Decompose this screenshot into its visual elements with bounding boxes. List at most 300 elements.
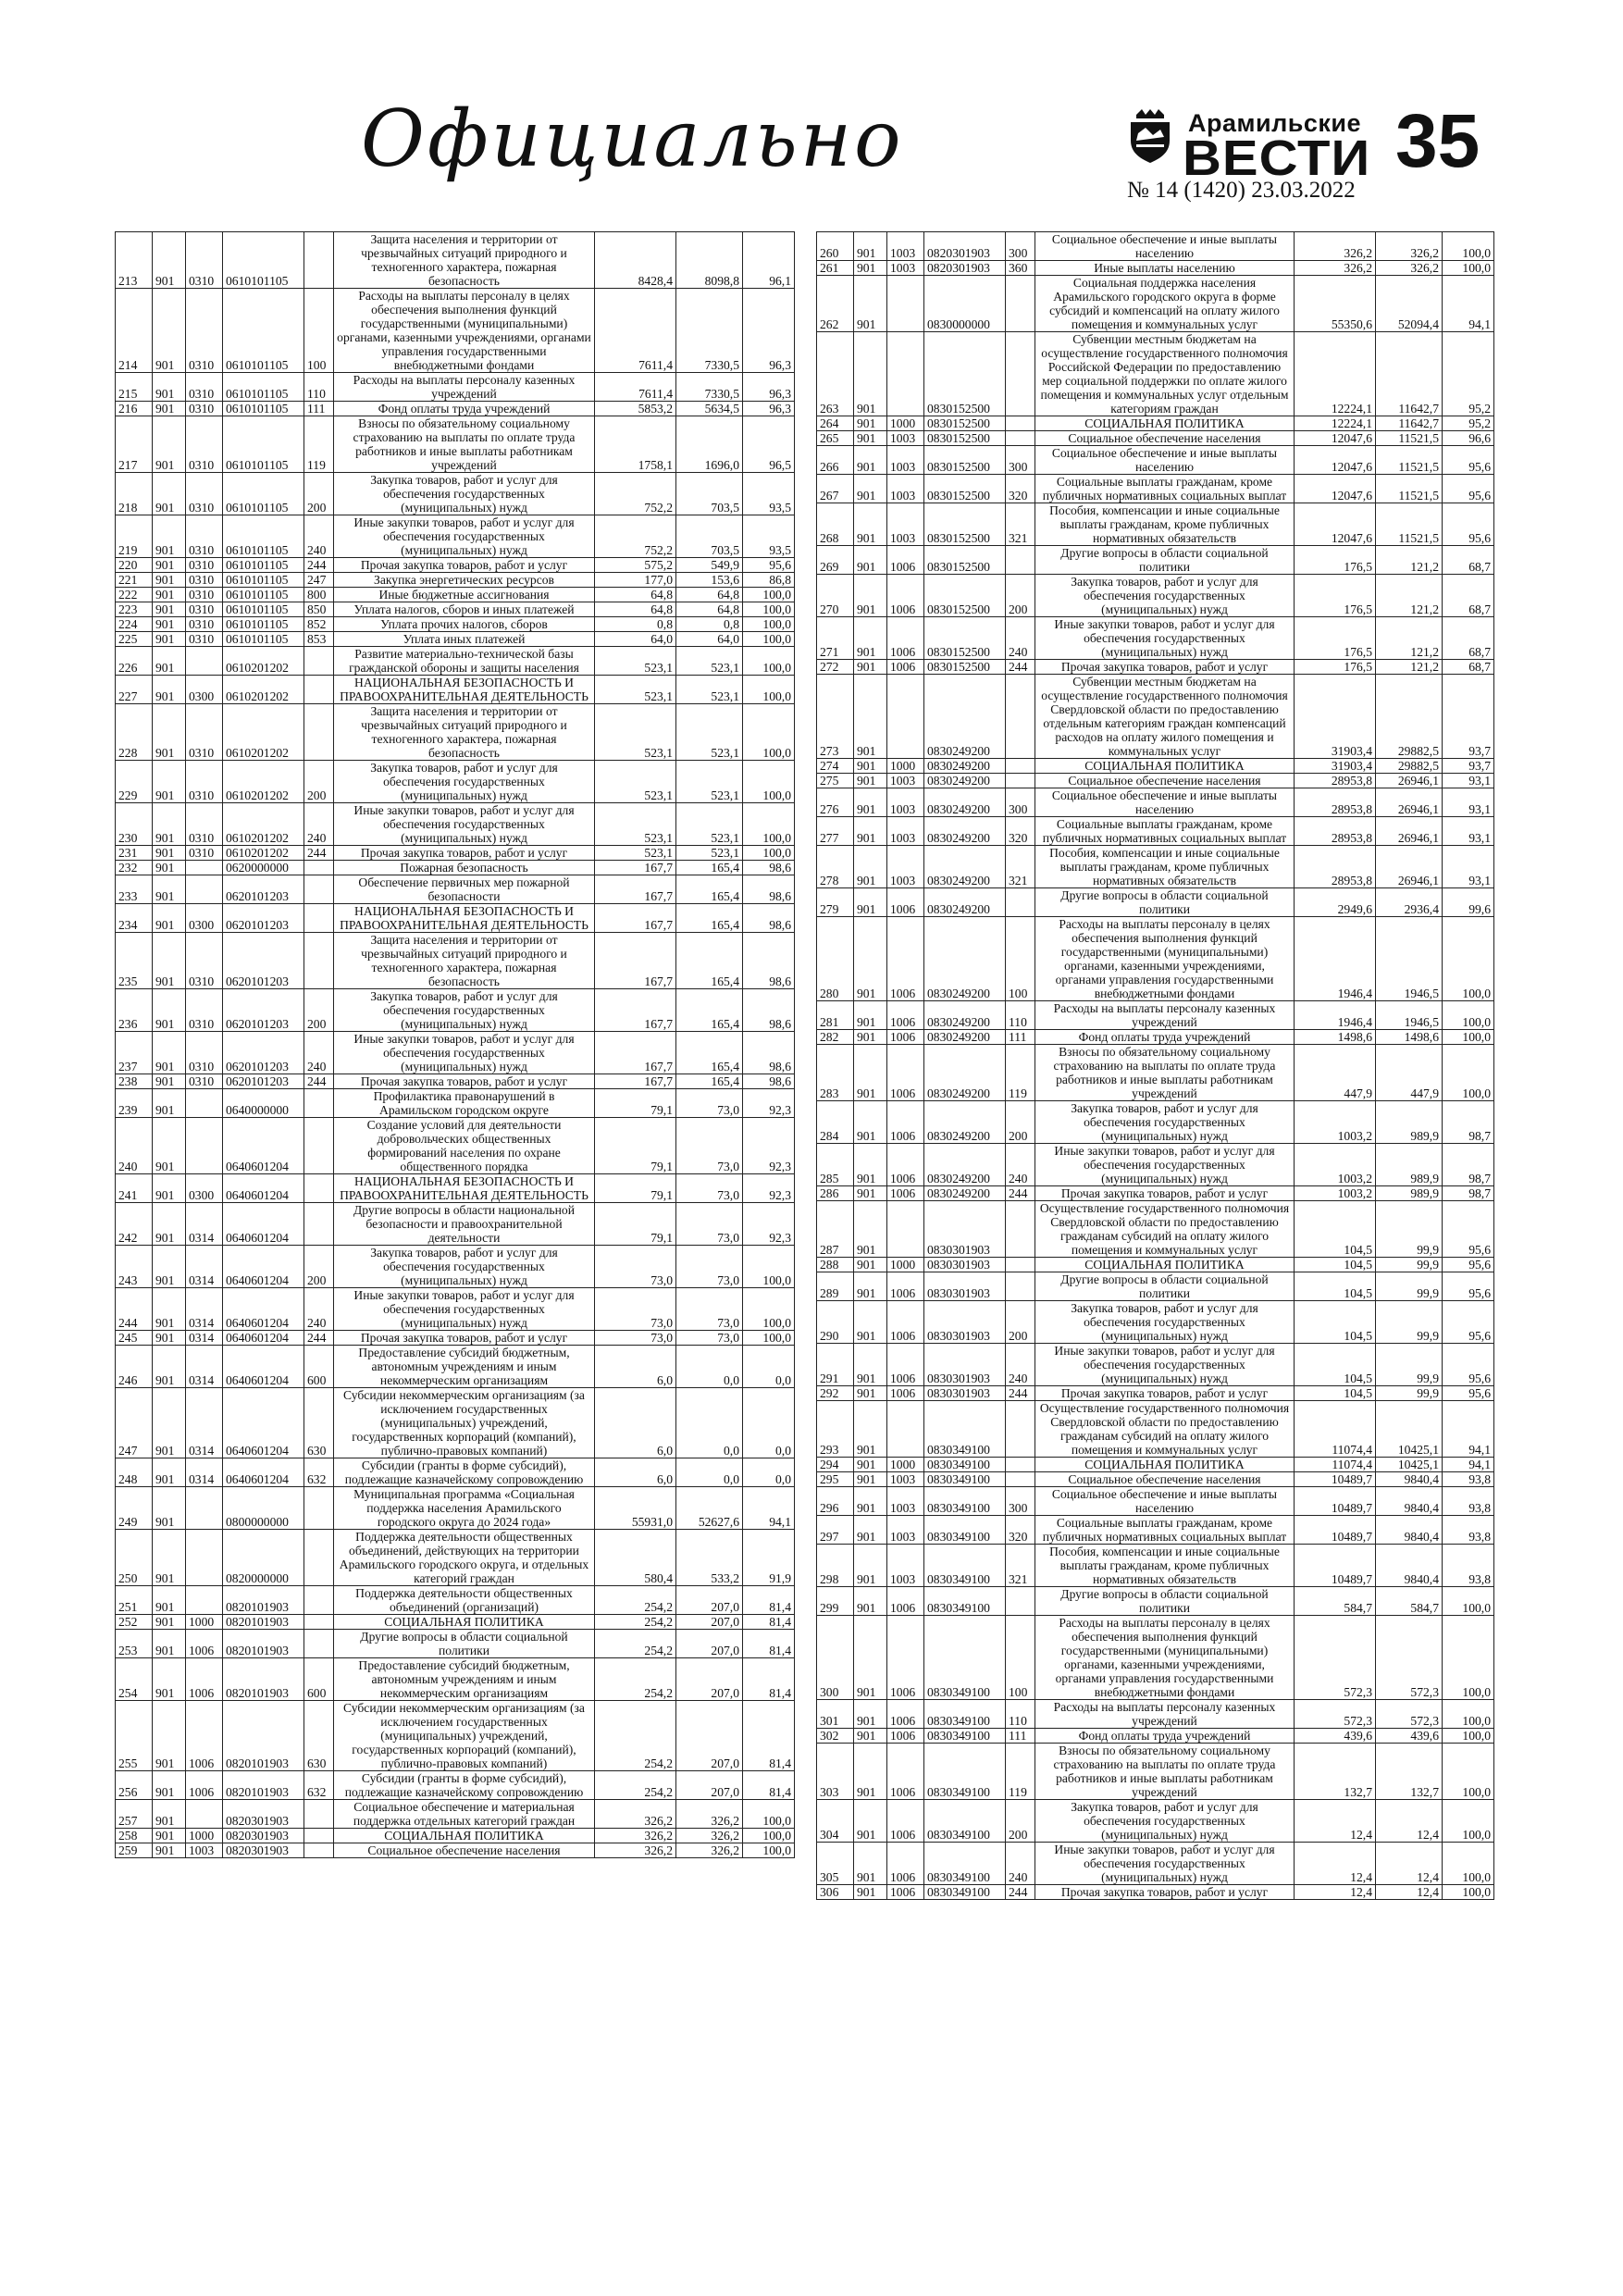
percent: 100,0 <box>743 1829 795 1843</box>
section-code: 0310 <box>186 373 223 402</box>
planned-amount: 55350,6 <box>1295 276 1376 332</box>
item-name: Другие вопросы в области социальной политики <box>1035 1587 1295 1616</box>
target-code: 0640601204 <box>223 1118 304 1174</box>
admin-code: 901 <box>854 431 887 446</box>
target-code: 0640601204 <box>223 1388 304 1458</box>
percent: 100,0 <box>1443 1800 1494 1843</box>
table-row <box>817 846 1494 888</box>
item-name: Профилактика правонарушений в Арамильском городском округе <box>334 1089 595 1118</box>
table-row <box>116 473 795 515</box>
expense-type: 111 <box>1006 1030 1035 1045</box>
planned-amount: 523,1 <box>595 803 676 846</box>
row-number: 222 <box>116 588 153 602</box>
actual-amount: 447,9 <box>1376 1045 1443 1101</box>
target-code: 0830349100 <box>924 1843 1006 1885</box>
actual-amount: 523,1 <box>676 704 743 761</box>
percent: 100,0 <box>1443 1587 1494 1616</box>
section-code: 1003 <box>887 1487 924 1516</box>
item-name: Закупка товаров, работ и услуг для обеспечения государственных (муниципальных) нужд <box>334 761 595 803</box>
target-code: 0610101105 <box>223 473 304 515</box>
target-code: 0610201202 <box>223 647 304 676</box>
percent: 100,0 <box>743 588 795 602</box>
target-code: 0820101903 <box>223 1630 304 1658</box>
target-code: 0640601204 <box>223 1203 304 1246</box>
table-row <box>116 617 795 632</box>
actual-amount: 52094,4 <box>1376 276 1443 332</box>
expense-type: 850 <box>304 602 334 617</box>
item-name: Иные закупки товаров, работ и услуг для обеспечения государственных (муниципальных) нужд <box>334 1032 595 1074</box>
actual-amount: 121,2 <box>1376 660 1443 675</box>
admin-code: 901 <box>153 861 186 875</box>
planned-amount: 254,2 <box>595 1630 676 1658</box>
actual-amount: 9840,4 <box>1376 1472 1443 1487</box>
planned-amount: 580,4 <box>595 1530 676 1586</box>
expense-type: 119 <box>1006 1744 1035 1800</box>
row-number: 267 <box>817 475 854 503</box>
section-code: 1003 <box>887 817 924 846</box>
percent: 100,0 <box>743 647 795 676</box>
table-row <box>817 261 1494 276</box>
table-row <box>116 632 795 647</box>
planned-amount: 326,2 <box>595 1829 676 1843</box>
item-name: Прочая закупка товаров, работ и услуг <box>1035 660 1295 675</box>
section-code: 1003 <box>887 788 924 817</box>
actual-amount: 73,0 <box>676 1288 743 1331</box>
admin-code: 901 <box>153 1487 186 1530</box>
expense-type <box>1006 1587 1035 1616</box>
planned-amount: 176,5 <box>1295 617 1376 660</box>
section-code: 1003 <box>887 846 924 888</box>
admin-code: 901 <box>854 1700 887 1729</box>
table-row <box>116 1203 795 1246</box>
target-code: 0830349100 <box>924 1729 1006 1744</box>
table-row <box>116 1331 795 1346</box>
row-number: 217 <box>116 416 153 473</box>
planned-amount: 10489,7 <box>1295 1487 1376 1516</box>
expense-type: 100 <box>1006 1616 1035 1700</box>
target-code: 0610101105 <box>223 232 304 289</box>
admin-code: 901 <box>854 888 887 917</box>
row-number: 220 <box>116 558 153 573</box>
expense-type: 600 <box>304 1658 334 1701</box>
admin-code: 901 <box>153 803 186 846</box>
admin-code: 901 <box>153 704 186 761</box>
percent: 98,7 <box>1443 1186 1494 1201</box>
planned-amount: 523,1 <box>595 846 676 861</box>
item-name: Фонд оплаты труда учреждений <box>1035 1030 1295 1045</box>
target-code: 0830152500 <box>924 546 1006 575</box>
item-name: Защита населения и территории от чрезвычайных ситуаций природного и техногенного характера, пожарная безопасность <box>334 933 595 989</box>
target-code: 0830301903 <box>924 1301 1006 1344</box>
admin-code: 901 <box>854 1301 887 1344</box>
actual-amount: 52627,6 <box>676 1487 743 1530</box>
percent: 93,7 <box>1443 675 1494 759</box>
target-code: 0830349100 <box>924 1487 1006 1516</box>
section-code: 1003 <box>887 1472 924 1487</box>
percent: 98,7 <box>1443 1101 1494 1144</box>
item-name: Социальные выплаты гражданам, кроме публичных нормативных социальных выплат <box>1035 817 1295 846</box>
section-code: 1003 <box>186 1843 223 1858</box>
percent: 100,0 <box>743 761 795 803</box>
row-number: 301 <box>817 1700 854 1729</box>
target-code: 0620101203 <box>223 933 304 989</box>
admin-code: 901 <box>153 1032 186 1074</box>
actual-amount: 5634,5 <box>676 402 743 416</box>
admin-code: 901 <box>153 846 186 861</box>
planned-amount: 10489,7 <box>1295 1545 1376 1587</box>
section-code <box>887 1401 924 1458</box>
item-name: Расходы на выплаты персоналу казенных учреждений <box>1035 1001 1295 1030</box>
target-code: 0830249200 <box>924 846 1006 888</box>
section-code: 0310 <box>186 846 223 861</box>
percent: 100,0 <box>1443 917 1494 1001</box>
actual-amount: 326,2 <box>1376 232 1443 261</box>
item-name: Социальная поддержка населения Арамильского городского округа в форме субсидий и компенсаций на оплату жилого помещения и коммунальных услуг <box>1035 276 1295 332</box>
row-number: 259 <box>116 1843 153 1858</box>
item-name: Прочая закупка товаров, работ и услуг <box>334 1331 595 1346</box>
item-name: Уплата налогов, сборов и иных платежей <box>334 602 595 617</box>
percent: 100,0 <box>1443 232 1494 261</box>
expense-type <box>1006 1272 1035 1301</box>
percent: 94,1 <box>1443 1458 1494 1472</box>
expense-type <box>1006 1458 1035 1472</box>
row-number: 247 <box>116 1388 153 1458</box>
expense-type: 111 <box>1006 1729 1035 1744</box>
item-name: Прочая закупка товаров, работ и услуг <box>1035 1386 1295 1401</box>
actual-amount: 0,8 <box>676 617 743 632</box>
target-code: 0640601204 <box>223 1288 304 1331</box>
actual-amount: 99,9 <box>1376 1272 1443 1301</box>
target-code: 0830301903 <box>924 1201 1006 1258</box>
item-name: Социальное обеспечение населения <box>1035 1472 1295 1487</box>
section-code: 1006 <box>887 1744 924 1800</box>
planned-amount: 572,3 <box>1295 1700 1376 1729</box>
row-number: 280 <box>817 917 854 1001</box>
actual-amount: 207,0 <box>676 1658 743 1701</box>
section-code: 0310 <box>186 761 223 803</box>
page-number: 35 <box>1395 99 1481 183</box>
table-row <box>116 1701 795 1771</box>
table-row <box>817 774 1494 788</box>
planned-amount: 1498,6 <box>1295 1030 1376 1045</box>
target-code: 0830301903 <box>924 1386 1006 1401</box>
admin-code: 901 <box>854 1472 887 1487</box>
planned-amount: 167,7 <box>595 904 676 933</box>
item-name: Другие вопросы в области социальной политики <box>334 1630 595 1658</box>
table-row <box>817 332 1494 416</box>
expense-type <box>304 676 334 704</box>
expense-type: 244 <box>304 1074 334 1089</box>
expense-type: 200 <box>304 1246 334 1288</box>
table-row <box>817 503 1494 546</box>
expense-type <box>304 1800 334 1829</box>
row-number: 248 <box>116 1458 153 1487</box>
table-row <box>817 1272 1494 1301</box>
actual-amount: 26946,1 <box>1376 817 1443 846</box>
issue-number: № 14 (1420) 23.03.2022 <box>1127 178 1356 203</box>
actual-amount: 572,3 <box>1376 1700 1443 1729</box>
percent: 100,0 <box>1443 1729 1494 1744</box>
percent: 100,0 <box>1443 1744 1494 1800</box>
target-code: 0830152500 <box>924 446 1006 475</box>
planned-amount: 523,1 <box>595 676 676 704</box>
percent: 95,2 <box>1443 416 1494 431</box>
item-name: Субсидии (гранты в форме субсидий), подлежащие казначейскому сопровождению <box>334 1458 595 1487</box>
target-code: 0830249200 <box>924 817 1006 846</box>
actual-amount: 207,0 <box>676 1701 743 1771</box>
item-name: Социальное обеспечение и материальная поддержка отдельных категорий граждан <box>334 1800 595 1829</box>
planned-amount: 575,2 <box>595 558 676 573</box>
table-row <box>817 675 1494 759</box>
actual-amount: 0,0 <box>676 1388 743 1458</box>
row-number: 300 <box>817 1616 854 1700</box>
planned-amount: 73,0 <box>595 1288 676 1331</box>
actual-amount: 326,2 <box>676 1843 743 1858</box>
table-row <box>817 660 1494 675</box>
section-code: 0310 <box>186 402 223 416</box>
row-number: 216 <box>116 402 153 416</box>
planned-amount: 177,0 <box>595 573 676 588</box>
actual-amount: 73,0 <box>676 1203 743 1246</box>
section-code: 1003 <box>887 1545 924 1587</box>
target-code: 0830152500 <box>924 431 1006 446</box>
target-code: 0610101105 <box>223 558 304 573</box>
planned-amount: 0,8 <box>595 617 676 632</box>
actual-amount: 523,1 <box>676 676 743 704</box>
actual-amount: 9840,4 <box>1376 1545 1443 1587</box>
percent: 92,3 <box>743 1203 795 1246</box>
target-code: 0830152500 <box>924 332 1006 416</box>
item-name: Иные закупки товаров, работ и услуг для обеспечения государственных (муниципальных) нужд <box>334 1288 595 1331</box>
item-name: Закупка товаров, работ и услуг для обеспечения государственных (муниципальных) нужд <box>1035 575 1295 617</box>
row-number: 292 <box>817 1386 854 1401</box>
actual-amount: 9840,4 <box>1376 1487 1443 1516</box>
row-number: 241 <box>116 1174 153 1203</box>
percent: 98,6 <box>743 1032 795 1074</box>
section-code: 1006 <box>887 617 924 660</box>
planned-amount: 176,5 <box>1295 575 1376 617</box>
actual-amount: 29882,5 <box>1376 759 1443 774</box>
percent: 100,0 <box>1443 1885 1494 1900</box>
percent: 100,0 <box>743 632 795 647</box>
expense-type <box>304 1615 334 1630</box>
admin-code: 901 <box>153 558 186 573</box>
table-row <box>116 1288 795 1331</box>
planned-amount: 79,1 <box>595 1089 676 1118</box>
actual-amount: 165,4 <box>676 989 743 1032</box>
section-code: 1006 <box>887 917 924 1001</box>
section-code: 1003 <box>887 503 924 546</box>
target-code: 0830249200 <box>924 888 1006 917</box>
row-number: 262 <box>817 276 854 332</box>
actual-amount: 1498,6 <box>1376 1030 1443 1045</box>
admin-code: 901 <box>854 416 887 431</box>
expense-type: 200 <box>1006 1301 1035 1344</box>
expense-type: 321 <box>1006 846 1035 888</box>
target-code: 0830301903 <box>924 1344 1006 1386</box>
percent: 100,0 <box>743 1288 795 1331</box>
admin-code: 901 <box>854 1729 887 1744</box>
expense-type: 100 <box>304 289 334 373</box>
actual-amount: 121,2 <box>1376 617 1443 660</box>
admin-code: 901 <box>153 875 186 904</box>
expense-type: 240 <box>1006 1344 1035 1386</box>
admin-code: 901 <box>153 1829 186 1843</box>
table-row <box>817 1030 1494 1045</box>
item-name: Социальные выплаты гражданам, кроме публичных нормативных социальных выплат <box>1035 1516 1295 1545</box>
item-name: Осуществление государственного полномочия Свердловской области по предоставлению гражданам субсидий на оплату жилого помещения и коммунальных услуг <box>1035 1201 1295 1258</box>
actual-amount: 29882,5 <box>1376 675 1443 759</box>
percent: 93,1 <box>1443 846 1494 888</box>
section-code: 1006 <box>887 1700 924 1729</box>
target-code: 0610201202 <box>223 803 304 846</box>
row-number: 270 <box>817 575 854 617</box>
percent: 93,8 <box>1443 1516 1494 1545</box>
percent: 93,5 <box>743 515 795 558</box>
expense-type: 852 <box>304 617 334 632</box>
target-code: 0640601204 <box>223 1331 304 1346</box>
planned-amount: 28953,8 <box>1295 817 1376 846</box>
item-name: Закупка товаров, работ и услуг для обеспечения государственных (муниципальных) нужд <box>1035 1800 1295 1843</box>
row-number: 298 <box>817 1545 854 1587</box>
row-number: 233 <box>116 875 153 904</box>
percent: 100,0 <box>1443 1700 1494 1729</box>
section-code <box>887 332 924 416</box>
section-code: 1003 <box>887 431 924 446</box>
section-code <box>186 647 223 676</box>
percent: 100,0 <box>1443 1616 1494 1700</box>
row-number: 269 <box>817 546 854 575</box>
actual-amount: 439,6 <box>1376 1729 1443 1744</box>
item-name: Закупка товаров, работ и услуг для обеспечения государственных (муниципальных) нужд <box>334 989 595 1032</box>
target-code: 0830152500 <box>924 660 1006 675</box>
actual-amount: 26946,1 <box>1376 846 1443 888</box>
table-row <box>116 803 795 846</box>
actual-amount: 99,9 <box>1376 1258 1443 1272</box>
table-row <box>817 546 1494 575</box>
planned-amount: 7611,4 <box>595 289 676 373</box>
item-name: Субвенции местным бюджетам на осуществление государственного полномочия Российской Федерации по предоставлению мер социальной поддержки по оплате жилого помещения и коммунальных услуг отдельным категориям граждан <box>1035 332 1295 416</box>
item-name: Расходы на выплаты персоналу казенных учреждений <box>1035 1700 1295 1729</box>
target-code: 0610101105 <box>223 602 304 617</box>
section-code: 1003 <box>887 1516 924 1545</box>
percent: 0,0 <box>743 1346 795 1388</box>
planned-amount: 132,7 <box>1295 1744 1376 1800</box>
row-number: 278 <box>817 846 854 888</box>
planned-amount: 447,9 <box>1295 1045 1376 1101</box>
admin-code: 901 <box>153 632 186 647</box>
table-row <box>817 1101 1494 1144</box>
planned-amount: 104,5 <box>1295 1386 1376 1401</box>
table-row <box>116 558 795 573</box>
admin-code: 901 <box>153 573 186 588</box>
row-number: 242 <box>116 1203 153 1246</box>
section-code: 0310 <box>186 232 223 289</box>
expense-type: 200 <box>304 989 334 1032</box>
actual-amount: 572,3 <box>1376 1616 1443 1700</box>
admin-code: 901 <box>854 1744 887 1800</box>
percent: 92,3 <box>743 1174 795 1203</box>
table-row <box>817 1201 1494 1258</box>
planned-amount: 104,5 <box>1295 1258 1376 1272</box>
admin-code: 901 <box>153 1174 186 1203</box>
admin-code: 901 <box>854 546 887 575</box>
admin-code: 901 <box>854 1386 887 1401</box>
percent: 95,6 <box>1443 1386 1494 1401</box>
table-row <box>116 1615 795 1630</box>
expense-type: 200 <box>304 761 334 803</box>
item-name: Иные бюджетные ассигнования <box>334 588 595 602</box>
section-code <box>186 1487 223 1530</box>
expense-type: 244 <box>1006 1186 1035 1201</box>
percent: 95,2 <box>1443 332 1494 416</box>
item-name: Обеспечение первичных мер пожарной безопасности <box>334 875 595 904</box>
row-number: 245 <box>116 1331 153 1346</box>
row-number: 250 <box>116 1530 153 1586</box>
admin-code: 901 <box>153 1458 186 1487</box>
planned-amount: 73,0 <box>595 1246 676 1288</box>
admin-code: 901 <box>854 261 887 276</box>
expense-type <box>1006 1472 1035 1487</box>
planned-amount: 104,5 <box>1295 1201 1376 1258</box>
percent: 95,6 <box>1443 446 1494 475</box>
actual-amount: 523,1 <box>676 846 743 861</box>
section-code: 1003 <box>887 475 924 503</box>
table-row <box>116 232 795 289</box>
actual-amount: 12,4 <box>1376 1800 1443 1843</box>
actual-amount: 165,4 <box>676 904 743 933</box>
row-number: 299 <box>817 1587 854 1616</box>
item-name: Социальное обеспечение и иные выплаты населению <box>1035 788 1295 817</box>
percent: 96,1 <box>743 232 795 289</box>
table-row <box>817 1516 1494 1545</box>
percent: 93,8 <box>1443 1545 1494 1587</box>
actual-amount: 326,2 <box>1376 261 1443 276</box>
planned-amount: 523,1 <box>595 647 676 676</box>
row-number: 261 <box>817 261 854 276</box>
row-number: 223 <box>116 602 153 617</box>
expense-type: 320 <box>1006 1516 1035 1545</box>
section-code: 1006 <box>887 660 924 675</box>
planned-amount: 6,0 <box>595 1346 676 1388</box>
planned-amount: 167,7 <box>595 933 676 989</box>
item-name: Закупка товаров, работ и услуг для обеспечения государственных (муниципальных) нужд <box>1035 1301 1295 1344</box>
admin-code: 901 <box>854 1545 887 1587</box>
item-name: Иные закупки товаров, работ и услуг для обеспечения государственных (муниципальных) нужд <box>1035 1144 1295 1186</box>
table-row <box>116 402 795 416</box>
table-row <box>817 1301 1494 1344</box>
actual-amount: 9840,4 <box>1376 1516 1443 1545</box>
section-code: 1006 <box>887 1587 924 1616</box>
row-number: 291 <box>817 1344 854 1386</box>
expense-type <box>1006 332 1035 416</box>
table-row <box>116 1843 795 1858</box>
percent: 95,6 <box>1443 475 1494 503</box>
actual-amount: 7330,5 <box>676 289 743 373</box>
section-code <box>887 1201 924 1258</box>
expense-type <box>1006 1201 1035 1258</box>
target-code: 0830152500 <box>924 617 1006 660</box>
row-number: 226 <box>116 647 153 676</box>
target-code: 0830301903 <box>924 1258 1006 1272</box>
percent: 68,7 <box>1443 575 1494 617</box>
item-name: НАЦИОНАЛЬНАЯ БЕЗОПАСНОСТЬ И ПРАВООХРАНИТЕЛЬНАЯ ДЕЯТЕЛЬНОСТЬ <box>334 676 595 704</box>
section-code: 1006 <box>887 1729 924 1744</box>
planned-amount: 64,8 <box>595 602 676 617</box>
section-code: 1000 <box>887 416 924 431</box>
target-code: 0610101105 <box>223 515 304 558</box>
admin-code: 901 <box>854 1800 887 1843</box>
